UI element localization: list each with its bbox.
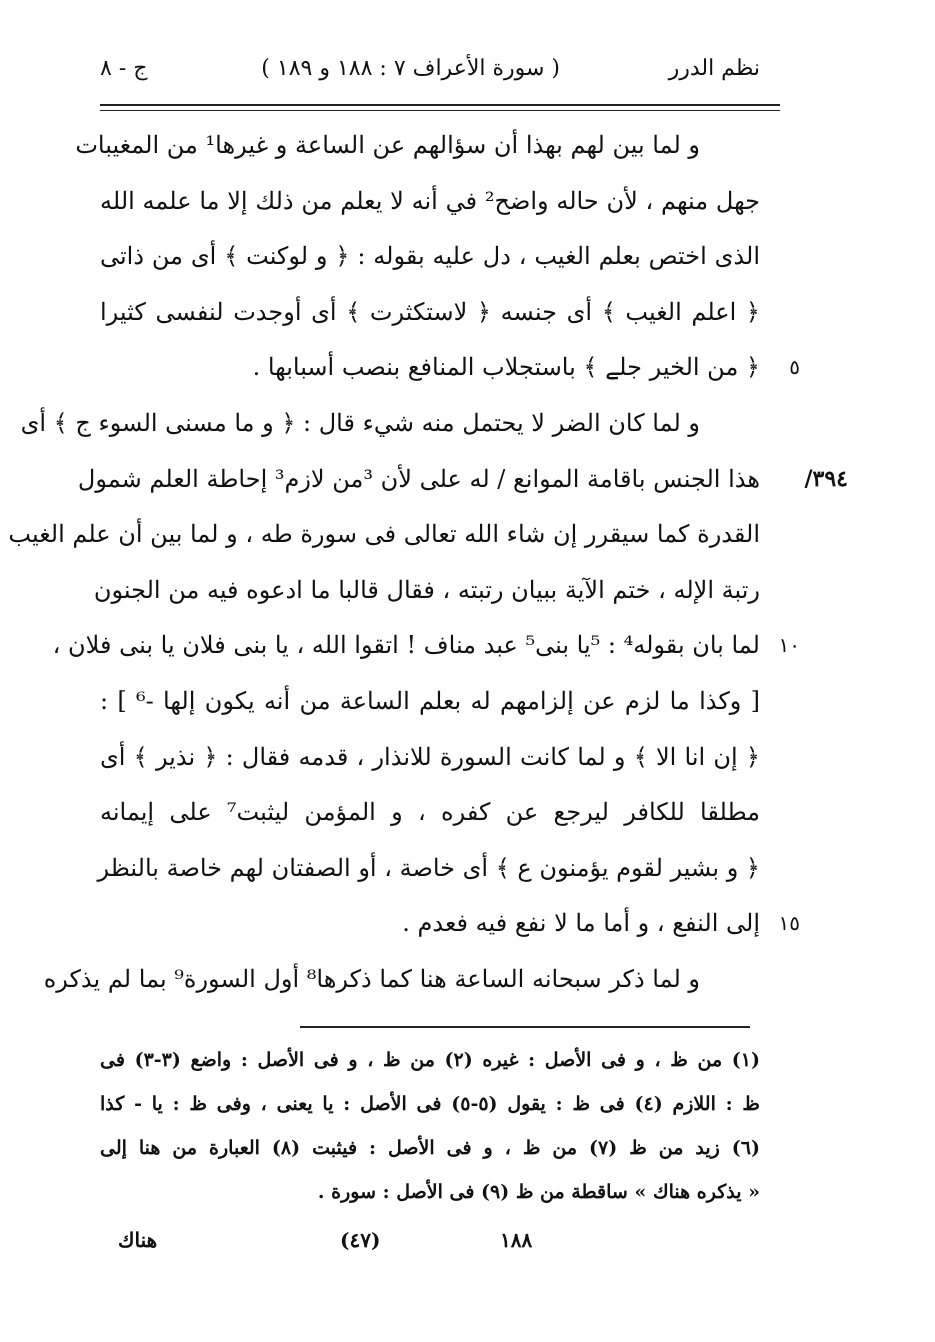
text-line-content: إلى النفع ، و أما ما لا نفع فيه فعدم . [402, 909, 760, 938]
book-title: نظم الدرر [668, 56, 760, 81]
footnote-line: ظ : اللازم (٤) فى ظ : يقول (٥-٥) فى الأصل : يا يعنى ، وفى ظ : يا - كذا [100, 1093, 761, 1115]
text-line-content: هذا الجنس باقامة الموانع / له على لأن ³من لازم³ إحاطة العلم شمول [77, 464, 760, 493]
manuscript-page-ref: ٣٩٤/ [804, 465, 848, 492]
text-line-content: ﴿ من الخير ج‍لے ﴾ باستجلاب المنافع بنصب أسبابها . [252, 353, 760, 382]
footnote-line: (١) من ظ ، و فى الأصل : غيره (٢) من ظ ، و فى الأصل : واضع (٣-٣) فى [100, 1049, 760, 1071]
line-number-10: ١٠ [778, 633, 800, 658]
text-line: جهل منهم ، لأن حاله واضح² في أنه لا يعلم من ذلك إلا ما علمه الله [100, 186, 760, 215]
text-line: و لما كان الضر لا يحتمل منه شيء قال : ﴿ و ما مسنى السوء ج ﴾ أى [20, 408, 700, 437]
footnote-rule [300, 1026, 750, 1028]
text-line [100, 340, 800, 396]
footnote-line: « يذكره هناك » ساقطة من ظ (٩) فى الأصل : سورة . [317, 1181, 760, 1203]
footnote-line: (٦) زيد من ظ (٧) من ظ ، و فى الأصل : فيثبت (٨) العبارة من هنا إلى [100, 1137, 761, 1159]
footnotes [100, 1038, 760, 1214]
text-line [77, 452, 848, 508]
header-rule [100, 104, 780, 111]
text-line: ﴿ إن انا الا ﴾ و لما كانت السورة للانذار ، قدمه فقال : ﴿ نذير ﴾ أى [100, 742, 760, 771]
page-number: ١٨٨ [500, 1228, 533, 1252]
volume-number: ج - ٨ [100, 56, 148, 81]
main-text [8, 118, 848, 1008]
text-line: رتبة الإله ، ختم الآية ببيان رتبته ، فقال قالبا ما ادعوه فيه من الجنون [93, 575, 760, 604]
line-number-15: ١٥ [778, 911, 800, 936]
signature-mark: (٤٧) [340, 1228, 381, 1252]
text-line: الذى اختص بعلم الغيب ، دل عليه بقوله : ﴿ و لوكنت ﴾ أى من ذاتى [100, 242, 760, 271]
page-footer [100, 1228, 760, 1268]
text-line [52, 618, 800, 674]
text-line: و لما ذكر سبحانه الساعة هنا كما ذكرها⁸ أول السورة⁹ بما لم يذكره [43, 964, 700, 993]
text-line: ﴿ و بشير لقوم يؤمنون ع ﴾ أى خاصة ، أو الصفتان لهم خاصة بالنظر [97, 853, 760, 882]
line-number-5: ٥ [789, 355, 800, 380]
text-line: ﴿ اعلم الغيب ﴾ أى جنسه ﴿ لاستكثرت ﴾ أى أوجدت لنفسى كثيرا [100, 297, 760, 326]
running-header [100, 52, 760, 100]
text-line: مطلقا للكافر ليرجع عن كفره ، و المؤمن ليثبت⁷ على إيمانه [100, 798, 760, 827]
text-line-content: لما بان بقوله⁴ : ⁵يا بنى⁵ عبد مناف ! اتقوا الله ، يا بنى فلان يا بنى فلان ، [52, 631, 760, 660]
surah-reference: ( سورة الأعراف ٧ : ١٨٨ و ١٨٩ ) [261, 56, 560, 81]
text-line: و لما بين لهم بهذا أن سؤالهم عن الساعة و غيرها¹ من المغيبات [75, 131, 700, 159]
text-line: [ وكذا ما لزم عن إلزامهم له بعلم الساعة من أنه يكون إلها -⁶ ] : [100, 686, 760, 715]
catchword: هناك [118, 1228, 158, 1252]
text-line: القدرة كما سيقرر إن شاء الله تعالى فى سورة طه ، و لما بين أن علم الغيب [8, 520, 760, 549]
text-line [100, 896, 800, 952]
